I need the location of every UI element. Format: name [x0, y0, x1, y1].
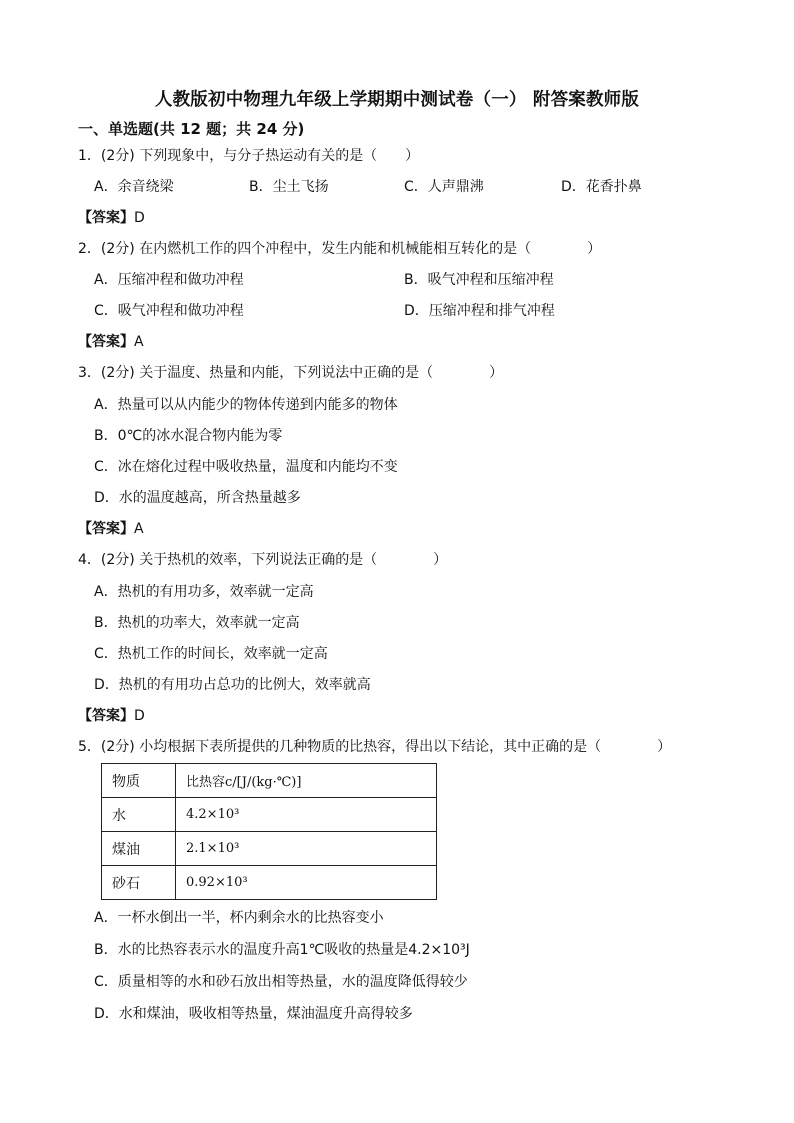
question-2-stem: 2．(2分) 在内燃机工作的四个冲程中，发生内能和机械能相互转化的是（ ）	[78, 241, 602, 257]
question-4-answer	[78, 705, 145, 725]
question-5-option-c: C．质量相等的水和砂石放出相等热量，水的温度降低得较少	[94, 974, 468, 990]
table-cell: 水	[102, 798, 176, 832]
question-1-option-c: C．人声鼎沸	[404, 179, 484, 195]
question-5-option-a: A．一杯水倒出一半，杯内剩余水的比热容变小	[94, 910, 384, 926]
answer-label: 【答案】	[78, 210, 134, 226]
question-4-option-d: D．热机的有用功占总功的比例大，效率就高	[94, 677, 371, 693]
question-2-option-b: B．吸气冲程和压缩冲程	[404, 272, 554, 288]
question-4-stem: 4．(2分) 关于热机的效率，下列说法正确的是（ ）	[78, 552, 448, 568]
question-3-stem: 3．(2分) 关于温度、热量和内能，下列说法中正确的是（ ）	[78, 365, 504, 381]
table-cell: 4.2×10³	[176, 798, 437, 832]
question-2-answer	[78, 331, 144, 351]
question-5-option-b: B．水的比热容表示水的温度升高1℃吸收的热量是4.2×10³J	[94, 942, 470, 958]
question-2-option-a: A．压缩冲程和做功冲程	[94, 272, 244, 288]
question-4-option-a: A．热机的有用功多，效率就一定高	[94, 584, 314, 600]
table-cell: 0.92×10³	[176, 866, 437, 900]
question-1-option-b: B．尘土飞扬	[249, 179, 329, 195]
answer-label: 【答案】	[78, 521, 134, 537]
question-1-stem: 1．(2分) 下列现象中，与分子热运动有关的是（ ）	[78, 148, 420, 164]
question-5-stem: 5．(2分) 小均根据下表所提供的几种物质的比热容，得出以下结论，其中正确的是（ ）	[78, 739, 672, 755]
question-4-option-c: C．热机工作的时间长，效率就一定高	[94, 646, 328, 662]
answer-value: D	[134, 708, 145, 724]
answer-value: A	[134, 521, 144, 537]
table-cell: 砂石	[102, 866, 176, 900]
page-title: 人教版初中物理九年级上学期期中测试卷（一） 附答案教师版	[154, 90, 640, 110]
answer-label: 【答案】	[78, 334, 134, 350]
table-header-row	[102, 764, 437, 798]
table-header-cell: 比热容c/[J/(kg·℃)]	[176, 764, 437, 798]
question-3-option-a: A．热量可以从内能少的物体传递到内能多的物体	[94, 397, 398, 413]
question-1-option-a: A．余音绕梁	[94, 179, 174, 195]
specific-heat-table	[101, 763, 437, 900]
table-cell: 煤油	[102, 832, 176, 866]
question-4-option-b: B．热机的功率大，效率就一定高	[94, 615, 300, 631]
table-header-cell: 物质	[102, 764, 176, 798]
table-row	[102, 866, 437, 900]
question-3-answer	[78, 518, 144, 538]
question-1-answer	[78, 207, 145, 227]
table-row	[102, 798, 437, 832]
answer-value: A	[134, 334, 144, 350]
question-1-option-d: D．花香扑鼻	[561, 179, 642, 195]
question-2-option-c: C．吸气冲程和做功冲程	[94, 303, 244, 319]
question-5-option-d: D．水和煤油，吸收相等热量，煤油温度升高得较多	[94, 1006, 413, 1022]
question-3-option-c: C．冰在熔化过程中吸收热量，温度和内能均不变	[94, 459, 398, 475]
section-heading: 一、单选题(共 12 题；共 24 分)	[78, 120, 305, 138]
question-2-option-d: D．压缩冲程和排气冲程	[404, 303, 555, 319]
answer-value: D	[134, 210, 145, 226]
table-cell: 2.1×10³	[176, 832, 437, 866]
table-row	[102, 832, 437, 866]
question-3-option-b: B．0℃的冰水混合物内能为零	[94, 428, 283, 444]
question-3-option-d: D．水的温度越高，所含热量越多	[94, 490, 301, 506]
answer-label: 【答案】	[78, 708, 134, 724]
